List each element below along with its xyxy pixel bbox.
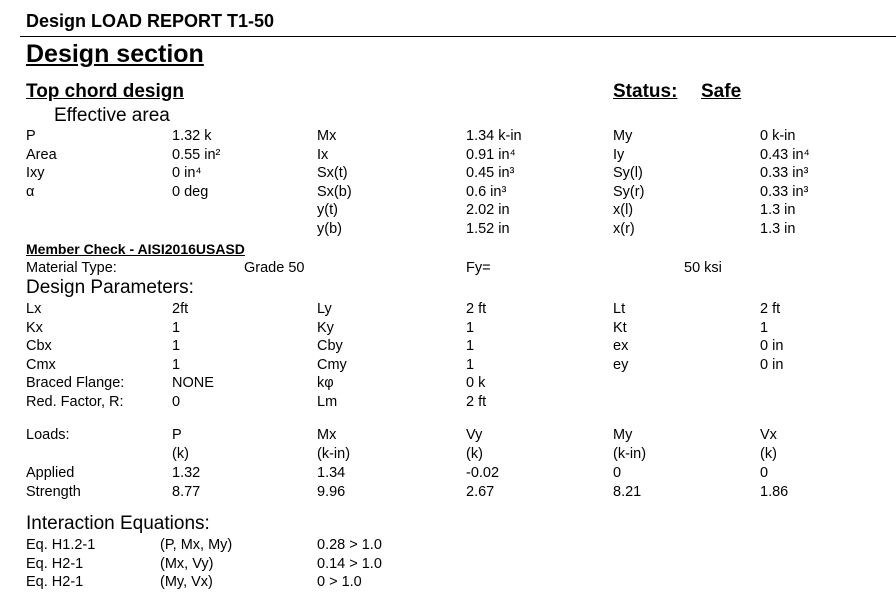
effective-area-cell-r2-c4: Sy(l) bbox=[613, 165, 643, 182]
design-param-cell-r3-c5: 0 in bbox=[760, 356, 784, 373]
effective-area-cell-r3-c5: 0.33 in³ bbox=[760, 183, 809, 200]
interaction-cell-r1-c2: 0.14 > 1.0 bbox=[317, 555, 382, 572]
loads-cell-r2-c3: -0.02 bbox=[466, 465, 500, 481]
interaction-cell-r0-c1: (P, Mx, My) bbox=[160, 537, 233, 553]
design-param-cell-r0-c5: 2 ft bbox=[760, 301, 781, 317]
effective-area-cell-r4-c3: 2.02 in bbox=[466, 202, 510, 219]
design-param-cell-r2-c3: 1 bbox=[466, 338, 475, 355]
design-param-cell-r1-c1: 1 bbox=[172, 319, 181, 336]
effective-area-cell-r2-c5: 0.33 in³ bbox=[760, 165, 809, 182]
effective-area-cell-r4-c5: 1.3 in bbox=[760, 202, 796, 219]
design-param-cell-r4-c1: NONE bbox=[172, 375, 214, 392]
loads-cell-r3-c2: 9.96 bbox=[317, 484, 346, 500]
design-param-cell-r2-c5: 0 in bbox=[760, 338, 784, 355]
loads-cell-r1-c3: (k) bbox=[466, 446, 483, 462]
design-param-cell-r5-c3: 2 ft bbox=[466, 394, 487, 410]
interaction-heading: Interaction Equations: bbox=[26, 513, 210, 534]
design-param-cell-r0-c1: 2ft bbox=[172, 301, 189, 317]
effective-area-cell-r1-c1: 0.55 in² bbox=[172, 146, 221, 163]
effective-area-cell-r3-c3: 0.6 in³ bbox=[466, 183, 507, 200]
interaction-cell-r0-c0: Eq. H1.2-1 bbox=[26, 537, 96, 553]
interaction-cell-r1-c1: (Mx, Vy) bbox=[160, 555, 214, 572]
effective-area-heading: Effective area bbox=[54, 105, 170, 126]
design-param-cell-r3-c0: Cmx bbox=[26, 356, 56, 373]
effective-area-cell-r5-c2: y(b) bbox=[317, 221, 342, 237]
effective-area-cell-r3-c0: α bbox=[26, 183, 35, 200]
design-param-cell-r1-c3: 1 bbox=[466, 319, 475, 336]
effective-area-cell-r2-c2: Sx(t) bbox=[317, 165, 348, 182]
effective-area-cell-r4-c4: x(l) bbox=[613, 202, 634, 219]
effective-area-cell-r2-c3: 0.45 in³ bbox=[466, 165, 515, 182]
effective-area-cell-r1-c0: Area bbox=[26, 146, 57, 163]
effective-area-cell-r1-c4: Iy bbox=[613, 146, 625, 163]
loads-cell-r3-c1: 8.77 bbox=[172, 484, 201, 500]
loads-cell-r3-c4: 8.21 bbox=[613, 484, 642, 500]
report-title: Design LOAD REPORT T1-50 bbox=[26, 11, 275, 31]
design-param-cell-r0-c4: Lt bbox=[613, 301, 626, 317]
design-param-cell-r0-c2: Ly bbox=[317, 301, 332, 317]
effective-area-cell-r0-c0: P bbox=[26, 128, 36, 144]
interaction-cell-r2-c1: (My, Vx) bbox=[160, 574, 213, 591]
design-param-cell-r3-c2: Cmy bbox=[317, 356, 347, 373]
loads-cell-r2-c5: 0 bbox=[760, 465, 769, 481]
design-parameters-heading: Design Parameters: bbox=[26, 277, 194, 298]
top-chord-title: Top chord design bbox=[26, 81, 184, 102]
loads-cell-r0-c1: P bbox=[172, 427, 182, 443]
status-label: Status: bbox=[613, 81, 678, 102]
loads-cell-r2-c2: 1.34 bbox=[317, 465, 346, 481]
loads-cell-r1-c5: (k) bbox=[760, 446, 777, 462]
interaction-cell-r2-c2: 0 > 1.0 bbox=[317, 574, 362, 591]
loads-cell-r3-c0: Strength bbox=[26, 484, 81, 500]
effective-area-cell-r2-c0: Ixy bbox=[26, 165, 45, 182]
design-param-cell-r3-c4: ey bbox=[613, 356, 629, 373]
loads-cell-r0-c5: Vx bbox=[760, 427, 777, 443]
effective-area-cell-r0-c1: 1.32 k bbox=[172, 128, 212, 144]
design-param-cell-r1-c2: Ky bbox=[317, 319, 334, 336]
design-param-cell-r0-c3: 2 ft bbox=[466, 301, 487, 317]
effective-area-cell-r0-c5: 0 k-in bbox=[760, 128, 796, 144]
loads-cell-r3-c5: 1.86 bbox=[760, 484, 789, 500]
design-param-cell-r1-c4: Kt bbox=[613, 319, 627, 336]
loads-cell-r2-c1: 1.32 bbox=[172, 465, 201, 481]
design-param-cell-r4-c0: Braced Flange: bbox=[26, 375, 125, 392]
member-check-title: Member Check - AISI2016USASD bbox=[26, 241, 245, 257]
effective-area-cell-r1-c2: Ix bbox=[317, 146, 329, 163]
loads-cell-r2-c0: Applied bbox=[26, 465, 75, 481]
effective-area-cell-r0-c3: 1.34 k-in bbox=[466, 128, 522, 144]
loads-cell-r1-c4: (k-in) bbox=[613, 446, 647, 462]
loads-cell-r0-c0: Loads: bbox=[26, 427, 70, 443]
design-param-cell-r3-c3: 1 bbox=[466, 356, 475, 373]
section-title: Design section bbox=[26, 40, 204, 68]
design-param-cell-r2-c1: 1 bbox=[172, 338, 181, 355]
effective-area-cell-r5-c3: 1.52 in bbox=[466, 221, 510, 237]
loads-cell-r1-c2: (k-in) bbox=[317, 446, 351, 462]
effective-area-cell-r0-c2: Mx bbox=[317, 128, 337, 144]
loads-cell-r2-c4: 0 bbox=[613, 465, 622, 481]
design-param-cell-r1-c0: Kx bbox=[26, 319, 43, 336]
effective-area-cell-r2-c1: 0 in⁴ bbox=[172, 165, 202, 182]
header-divider bbox=[20, 36, 896, 37]
effective-area-cell-r0-c4: My bbox=[613, 128, 633, 144]
status-value: Safe bbox=[701, 81, 742, 102]
design-param-cell-r2-c0: Cbx bbox=[26, 338, 52, 355]
design-param-cell-r5-c2: Lm bbox=[317, 394, 338, 410]
loads-cell-r0-c4: My bbox=[613, 427, 633, 443]
design-param-cell-r5-c1: 0 bbox=[172, 394, 181, 410]
effective-area-cell-r1-c5: 0.43 in⁴ bbox=[760, 146, 810, 163]
effective-area-cell-r3-c1: 0 deg bbox=[172, 183, 209, 200]
interaction-cell-r2-c0: Eq. H2-1 bbox=[26, 574, 84, 591]
loads-cell-r1-c1: (k) bbox=[172, 446, 189, 462]
interaction-cell-r1-c0: Eq. H2-1 bbox=[26, 555, 84, 572]
design-param-cell-r1-c5: 1 bbox=[760, 319, 769, 336]
loads-cell-r0-c3: Vy bbox=[466, 427, 483, 443]
effective-area-cell-r4-c2: y(t) bbox=[317, 202, 338, 219]
design-param-cell-r2-c4: ex bbox=[613, 338, 629, 355]
effective-area-cell-r3-c4: Sy(r) bbox=[613, 183, 645, 200]
design-param-cell-r5-c0: Red. Factor, R: bbox=[26, 394, 124, 410]
material-type-label: Material Type: bbox=[26, 260, 117, 276]
design-param-cell-r4-c3: 0 k bbox=[466, 375, 486, 392]
design-param-cell-r4-c2: kφ bbox=[317, 375, 334, 392]
interaction-cell-r0-c2: 0.28 > 1.0 bbox=[317, 537, 382, 553]
fy-value: 50 ksi bbox=[684, 260, 722, 276]
loads-cell-r3-c3: 2.67 bbox=[466, 484, 495, 500]
design-param-cell-r0-c0: Lx bbox=[26, 301, 42, 317]
design-param-cell-r3-c1: 1 bbox=[172, 356, 181, 373]
material-type-value: Grade 50 bbox=[244, 260, 305, 276]
effective-area-cell-r3-c2: Sx(b) bbox=[317, 183, 352, 200]
effective-area-cell-r5-c5: 1.3 in bbox=[760, 221, 796, 237]
fy-label: Fy= bbox=[466, 260, 491, 276]
loads-cell-r0-c2: Mx bbox=[317, 427, 337, 443]
effective-area-cell-r5-c4: x(r) bbox=[613, 221, 635, 237]
design-param-cell-r2-c2: Cby bbox=[317, 338, 343, 355]
effective-area-cell-r1-c3: 0.91 in⁴ bbox=[466, 146, 516, 163]
